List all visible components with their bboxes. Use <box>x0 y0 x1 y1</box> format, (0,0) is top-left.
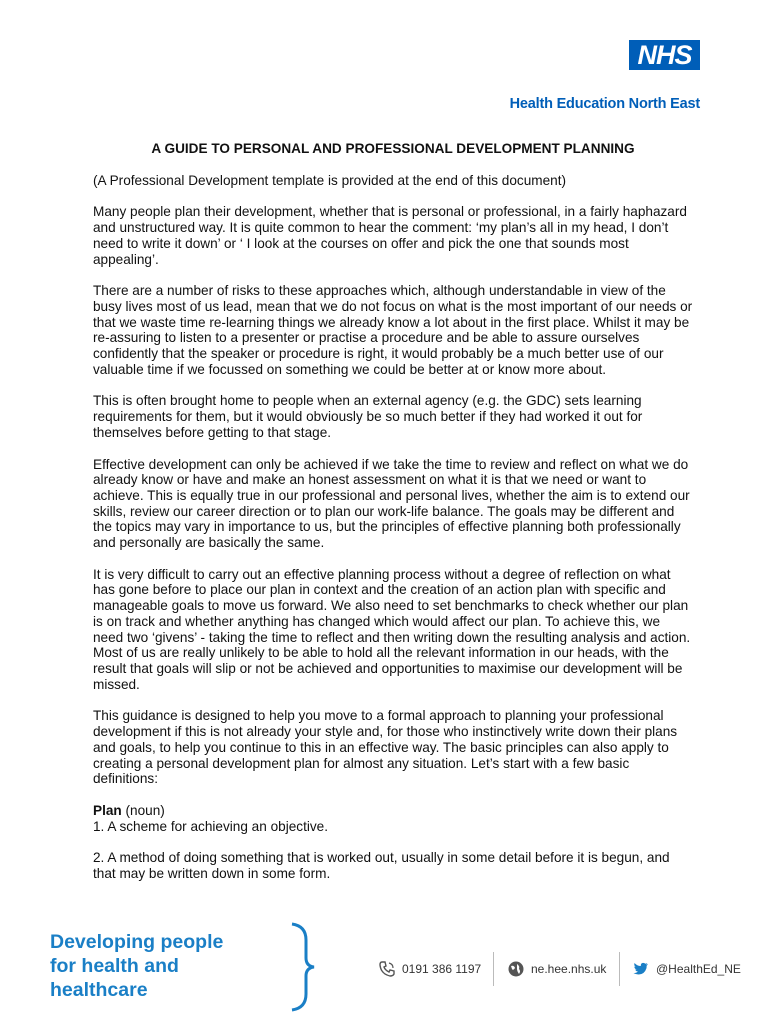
nhs-logo: NHS <box>629 40 700 70</box>
twitter-contact <box>632 960 741 978</box>
paragraph: This guidance is designed to help you move to a formal approach to planning your professional development if this is not already your style and, for those who instinctively write down their plans and goals, to help you continue to this in an effective way. The basic principles can also apply to creating a personal development plan for almost any situation. Let’s start with a few basic definitions: <box>93 708 678 787</box>
organization-name: Health Education North East <box>509 96 700 112</box>
definition-part-of-speech: (noun) <box>121 802 165 818</box>
definition-item: 1. A scheme for achieving an objective. <box>93 818 329 834</box>
divider <box>619 952 620 986</box>
phone-contact <box>378 960 481 978</box>
document-title: A GUIDE TO PERSONAL AND PROFESSIONAL DEVELOPMENT PLANNING <box>151 141 635 156</box>
phone-icon <box>378 960 396 978</box>
website-contact <box>507 960 606 978</box>
footer-tagline <box>50 930 290 1002</box>
tagline-line: Developing people <box>50 931 224 953</box>
twitter-bird-icon <box>632 960 650 978</box>
paragraph: It is very difficult to carry out an effective planning process without a degree of reflection on what has gone before to place our plan in context and the creation of an action plan with specific and manageable goals to move us forward. We also need to set benchmarks to check whether our plan is on track and whether anything has changed which would affect our plan. To achieve this, we need two ‘givens’ - taking the time to reflect and then writing down the resulting analysis and action. Most of us are really unlikely to be able to hold all the relevant information in our heads, with the result that goals will slip or not be achieved and opportunities to maximise our development will be missed. <box>93 566 691 692</box>
website-url[interactable]: ne.hee.nhs.uk <box>531 962 607 976</box>
globe-icon <box>507 960 525 978</box>
definition-heading <box>93 803 693 819</box>
paragraph: (A Professional Development template is provided at the end of this document) <box>93 172 567 188</box>
paragraph: Effective development can only be achieved if we take the time to review and reflect on what we do already know or have and make an honest assessment on what it is that we need or want to achieve. This is equally true in our professional and personal lives, whether the aim is to extend our skills, review our career direction or to plan our work-life balance. The goals may be different and the topics may vary in importance to us, but the principles of effective planning both professionally and personally are basically the same. <box>93 456 690 551</box>
document-body <box>93 141 693 898</box>
paragraph: Many people plan their development, whether that is personal or professional, in a fairly haphazard and unstructured way. It is quite common to hear the comment: ‘my plan’s all in my head, I don’t need to write it down’ or ‘ I look at the courses on offer and pick the one that sounds most appealing’. <box>93 204 687 267</box>
definition-item: 2. A method of doing something that is worked out, usually in some detail before it is begun, and that may be written down in some form. <box>93 850 670 882</box>
paragraph: There are a number of risks to these approaches which, although understandable in view of the busy lives most of us lead, mean that we do not focus on what is the most important of our needs or that we waste time re-learning things we already know a lot about in the first place. Whilst it may be re-assuring to listen to a presenter or practise a procedure and be able to assure ourselves confidently that the speaker or procedure is right, it would probably be a much better use of our valuable time if we focussed on something we could be better at or know more about. <box>93 283 693 377</box>
phone-number: 0191 386 1197 <box>402 962 482 976</box>
divider <box>493 952 494 986</box>
tagline-line: healthcare <box>50 979 148 1001</box>
twitter-handle[interactable]: @HealthEd_NE <box>656 962 741 976</box>
brace-decoration <box>286 922 316 1012</box>
definition-term: Plan <box>93 802 122 818</box>
paragraph: This is often brought home to people when an external agency (e.g. the GDC) sets learning requirements for them, but it would obviously be so much better if they had worked it out for themselves before getting to that stage. <box>93 393 643 440</box>
tagline-line: for health and <box>50 955 179 977</box>
